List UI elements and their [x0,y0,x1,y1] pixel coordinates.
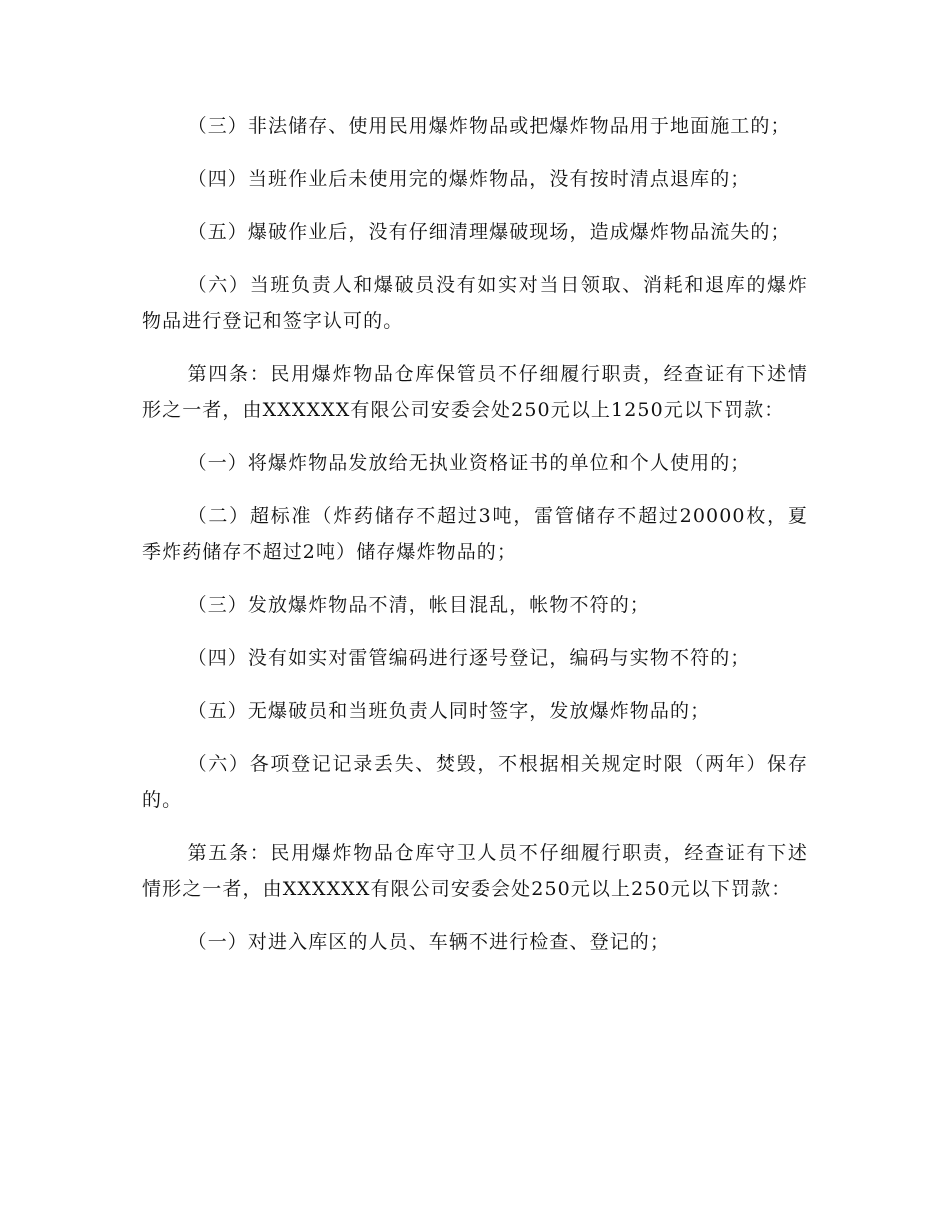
paragraph-article3-item6: （六）当班负责人和爆破员没有如实对当日领取、消耗和退库的爆炸物品进行登记和签字认可的。 [142,274,808,332]
paragraph-article4-item6: （六）各项登记记录丢失、焚毁，不根据相关规定时限（两年）保存的。 [142,753,808,811]
paragraph-article5-item1: （一）对进入库区的人员、车辆不进行检查、登记的； [187,931,670,953]
paragraph-article4-heading: 第四条：民用爆炸物品仓库保管员不仔细履行职责，经查证有下述情形之一者，由XXXXXX有限公司安委会处250元以上1250元以下罚款： [142,363,808,421]
paragraph-article3-item3: （三）非法储存、使用民用爆炸物品或把爆炸物品用于地面施工的； [187,115,791,137]
paragraph-article4-item3: （三）发放爆炸物品不清，帐目混乱，帐物不符的； [187,594,650,616]
paragraph-article5-heading: 第五条：民用爆炸物品仓库守卫人员不仔细履行职责，经查证有下述情形之一者，由XXXXXX有限公司安委会处250元以上250元以下罚款： [142,842,808,900]
paragraph-article4-item2: （二）超标准（炸药储存不超过3吨，雷管储存不超过20000枚，夏季炸药储存不超过2吨）储存爆炸物品的； [142,505,808,563]
paragraph-article4-item4: （四）没有如实对雷管编码进行逐号登记，编码与实物不符的； [187,647,751,669]
paragraph-article4-item5: （五）无爆破员和当班负责人同时签字，发放爆炸物品的； [187,700,711,722]
paragraph-article4-item1: （一）将爆炸物品发放给无执业资格证书的单位和个人使用的； [187,452,751,474]
paragraph-article3-item4: （四）当班作业后未使用完的爆炸物品，没有按时清点退库的； [187,168,751,190]
document-body [142,108,808,977]
paragraph-article3-item5: （五）爆破作业后，没有仔细清理爆破现场，造成爆炸物品流失的； [187,221,791,243]
